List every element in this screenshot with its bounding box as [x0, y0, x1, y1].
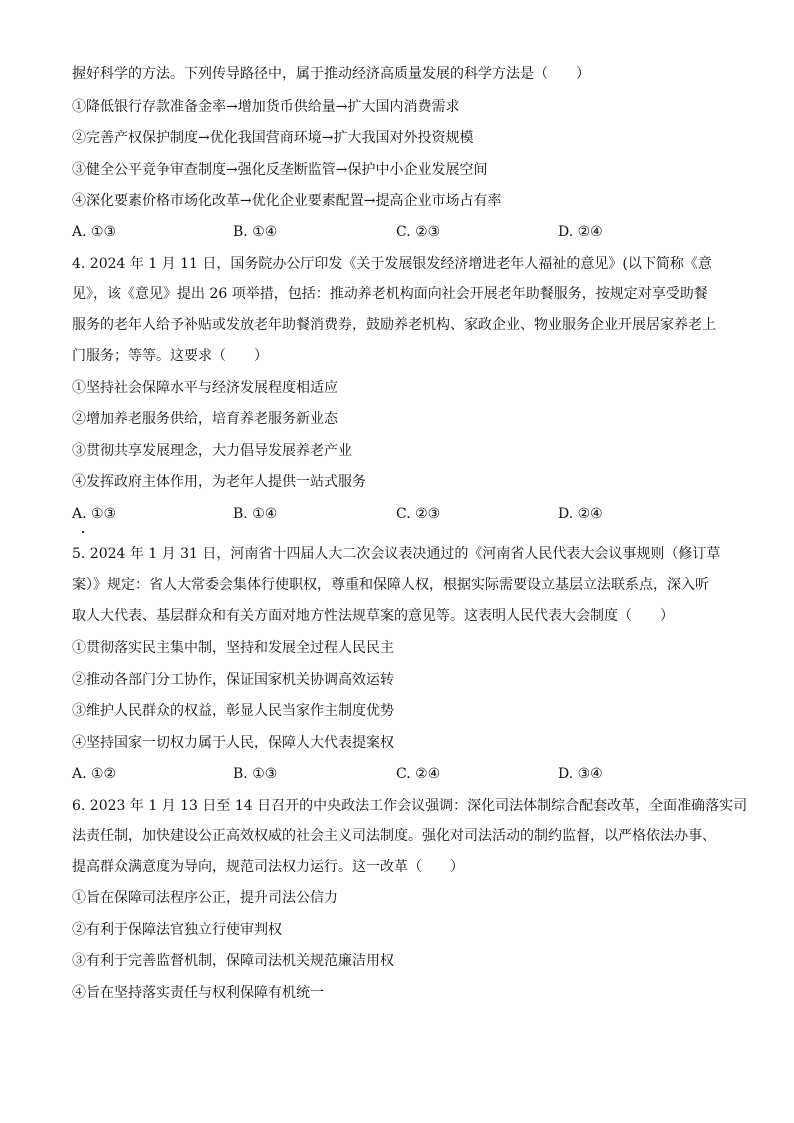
q3-item-3: ③健全公平竞争审查制度→强化反垄断监管→保护中小企业发展空间: [72, 162, 488, 178]
q5-item-4: ④坚持国家一切权力属于人民，保障人大代表提案权: [72, 735, 394, 751]
q4-item-3: ③贯彻共享发展理念，大力倡导发展养老产业: [72, 443, 352, 459]
q6-stem-line-3: 提高群众满意度为导向，规范司法权力运行。这一改革（ ）: [72, 859, 464, 875]
q3-item-4: ④深化要素价格市场化改革→优化企业要素配置→提高企业市场占有率: [72, 193, 502, 209]
q3-option-a: A. ①③: [72, 224, 117, 240]
q3-item-2: ②完善产权保护制度→优化我国营商环境→扩大我国对外投资规模: [72, 130, 474, 146]
q4-option-c: C. ②③: [396, 506, 441, 522]
q4-stem-line-2: 见》，该《意见》提出 26 项举措，包括：推动养老机构面向社会开展老年助餐服务，按规定对享受助餐: [72, 286, 708, 302]
q4-item-1: ①坚持社会保障水平与经济发展程度相适应: [72, 380, 338, 396]
q5-option-d: D. ③④: [558, 766, 603, 782]
q4-item-4: ④发挥政府主体作用，为老年人提供一站式服务: [72, 474, 366, 490]
q6-stem-line-1: 6. 2023 年 1 月 13 日至 14 日召开的中央政法工作会议强调：深化司法体制综合配套改革，全面准确落实司: [72, 798, 748, 814]
q4-stem-line-1: 4. 2024 年 1 月 11 日，国务院办公厅印发《关于发展银发经济增进老年人福祉的意见》(以下简称《意: [72, 256, 712, 272]
q4-stem-line-4: 门服务；等等。这要求（ ）: [72, 348, 268, 364]
q5-stem-line-3: 取人大代表、基层群众和有关方面对地方性法规草案的意见等。这表明人民代表大会制度（ ）: [72, 608, 674, 624]
q3-stem: 握好科学的方法。下列传导路径中，属于推动经济高质量发展的科学方法是（ ）: [72, 66, 590, 82]
q6-item-1: ①旨在保障司法程序公正，提升司法公信力: [72, 890, 338, 906]
q5-stem-line-1: 5. 2024 年 1 月 31 日，河南省十四届人大二次会议表决通过的《河南省人民代表大会议事规则（修订草: [72, 546, 721, 562]
q5-item-2: ②推动各部门分工协作，保证国家机关协调高效运转: [72, 672, 394, 688]
q4-item-2: ②增加养老服务供给，培育养老服务新业态: [72, 411, 338, 427]
q4-stem-line-3: 服务的老年人给予补贴或发放老年助餐消费券，鼓励养老机构、家政企业、物业服务企业开展居家养老上: [72, 317, 716, 333]
q4-option-b: B. ①④: [233, 506, 278, 522]
stray-mark: [82, 531, 84, 533]
q5-item-3: ③维护人民群众的权益，彰显人民当家作主制度优势: [72, 703, 394, 719]
q5-item-1: ①贯彻落实民主集中制，坚持和发展全过程人民民主: [72, 640, 394, 656]
q6-stem-line-2: 法责任制，加快建设公正高效权威的社会主义司法制度。强化对司法活动的制约监督，以严格依法办事、: [72, 828, 716, 844]
q6-item-4: ④旨在坚持落实责任与权利保障有机统一: [72, 985, 324, 1001]
q5-option-c: C. ②④: [396, 766, 441, 782]
q4-option-a: A. ①③: [72, 506, 117, 522]
q3-option-b: B. ①④: [233, 224, 278, 240]
q3-option-d: D. ②④: [558, 224, 603, 240]
q4-option-d: D. ②④: [558, 506, 603, 522]
q3-item-1: ①降低银行存款准备金率→增加货币供给量→扩大国内消费需求: [72, 99, 460, 115]
q5-option-a: A. ①②: [72, 766, 117, 782]
q6-item-3: ③有利于完善监督机制，保障司法机关规范廉洁用权: [72, 953, 394, 969]
q5-option-b: B. ①③: [233, 766, 278, 782]
q5-stem-line-2: 案）》规定：省人大常委会集体行使职权，尊重和保障人权，根据实际需要设立基层立法联系点，深入听: [72, 577, 709, 593]
q6-item-2: ②有利于保障法官独立行使审判权: [72, 922, 282, 938]
q3-option-c: C. ②③: [396, 224, 441, 240]
